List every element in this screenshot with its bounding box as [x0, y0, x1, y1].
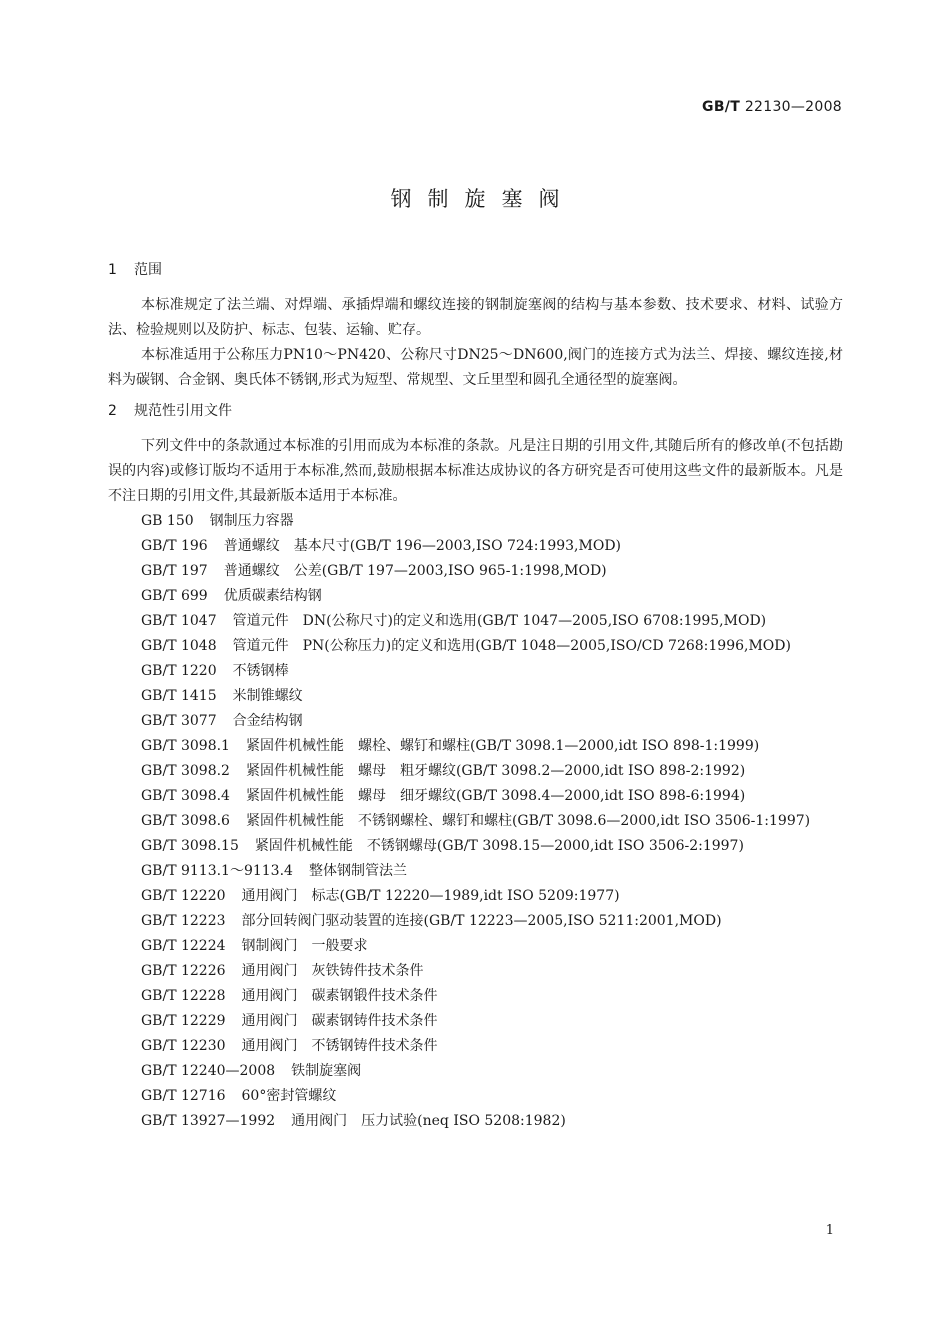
reference-code: GB/T 9113.1～9113.4: [141, 863, 293, 879]
reference-code: GB/T 12240—2008: [141, 1063, 276, 1079]
reference-item: [108, 659, 843, 684]
reference-item: [108, 584, 843, 609]
page-number: 1: [825, 1223, 834, 1238]
reference-title: 管道元件 DN(公称尺寸)的定义和选用(GB/T 1047—2005,ISO 6708:1995,MOD): [232, 613, 767, 629]
reference-code: GB/T 12230: [141, 1038, 226, 1054]
reference-title: 通用阀门 标志(GB/T 12220—1989,idt ISO 5209:1977): [241, 888, 620, 904]
reference-title: 紧固件机械性能 不锈钢螺栓、螺钉和螺柱(GB/T 3098.6—2000,idt ISO 3506-1:1997): [245, 813, 811, 829]
standard-number: [702, 99, 842, 115]
reference-title: 不锈钢棒: [232, 663, 289, 679]
reference-code: GB/T 3098.15: [141, 838, 239, 854]
reference-item: [108, 1109, 843, 1134]
section-title: 范围: [134, 262, 162, 278]
reference-code: GB/T 1220: [141, 663, 217, 679]
section-heading-scope: [108, 258, 843, 283]
reference-title: 紧固件机械性能 不锈钢螺母(GB/T 3098.15—2000,idt ISO 3506-2:1997): [254, 838, 744, 854]
reference-item: [108, 884, 843, 909]
reference-item: [108, 934, 843, 959]
reference-item: [108, 534, 843, 559]
reference-item: [108, 834, 843, 859]
reference-code: GB/T 12228: [141, 988, 226, 1004]
reference-item: [108, 959, 843, 984]
reference-item: [108, 734, 843, 759]
reference-code: GB/T 1415: [141, 688, 217, 704]
reference-item: [108, 634, 843, 659]
reference-title: 普通螺纹 公差(GB/T 197—2003,ISO 965-1:1998,MOD): [223, 563, 607, 579]
reference-title: 合金结构钢: [232, 713, 303, 729]
reference-item: [108, 684, 843, 709]
reference-title: 铁制旋塞阀: [291, 1063, 362, 1079]
reference-item: [108, 759, 843, 784]
reference-title: 优质碳素结构钢: [223, 588, 322, 604]
reference-title: 钢制压力容器: [209, 513, 294, 529]
reference-title: 管道元件 PN(公称压力)的定义和选用(GB/T 1048—2005,ISO/CD 7268:1996,MOD): [232, 638, 791, 654]
reference-title: 部分回转阀门驱动装置的连接(GB/T 12223—2005,ISO 5211:2001,MOD): [241, 913, 722, 929]
reference-code: GB/T 3098.6: [141, 813, 230, 829]
standard-prefix: GB/T: [702, 99, 741, 115]
reference-title: 60°密封管螺纹: [241, 1088, 337, 1104]
reference-item: [108, 909, 843, 934]
document-title: 钢制旋塞阀: [390, 187, 576, 211]
reference-code: GB/T 12716: [141, 1088, 226, 1104]
reference-item: [108, 609, 843, 634]
reference-title: 紧固件机械性能 螺母 粗牙螺纹(GB/T 3098.2—2000,idt ISO 898-2:1992): [245, 763, 746, 779]
reference-item: [108, 509, 843, 534]
reference-code: GB 150: [141, 513, 194, 529]
references-intro: 下列文件中的条款通过本标准的引用而成为本标准的条款。凡是注日期的引用文件,其随后所有的修改单(不包括勘误的内容)或修订版均不适用于本标准,然而,鼓励根据本标准达成协议的各方研究是否可使用这些文件的最新版本。凡是不注日期的引用文件,其最新版本适用于本标准。: [108, 438, 843, 504]
reference-item: [108, 1084, 843, 1109]
reference-item: [108, 809, 843, 834]
reference-title: 普通螺纹 基本尺寸(GB/T 196—2003,ISO 724:1993,MOD): [223, 538, 622, 554]
scope-paragraph: 本标准规定了法兰端、对焊端、承插焊端和螺纹连接的钢制旋塞阀的结构与基本参数、技术要求、材料、试验方法、检验规则以及防护、标志、包装、运输、贮存。: [108, 297, 843, 338]
reference-item: [108, 559, 843, 584]
reference-code: GB/T 196: [141, 538, 208, 554]
scope-paragraph: 本标准适用于公称压力PN10～PN420、公称尺寸DN25～DN600,阀门的连接方式为法兰、焊接、螺纹连接,材料为碳钢、合金钢、奥氏体不锈钢,形式为短型、常规型、文丘里型和圆孔全通径型的旋塞阀。: [108, 347, 843, 388]
reference-code: GB/T 3098.1: [141, 738, 230, 754]
reference-title: 紧固件机械性能 螺栓、螺钉和螺柱(GB/T 3098.1—2000,idt ISO 898-1:1999): [245, 738, 760, 754]
reference-code: GB/T 12224: [141, 938, 226, 954]
reference-item: [108, 1009, 843, 1034]
reference-code: GB/T 12223: [141, 913, 226, 929]
standard-code: 22130—2008: [744, 99, 842, 115]
section-number: 1: [108, 262, 117, 278]
reference-title: 米制锥螺纹: [232, 688, 303, 704]
reference-title: 整体钢制管法兰: [308, 863, 407, 879]
reference-title: 通用阀门 灰铁铸件技术条件: [241, 963, 424, 979]
reference-code: GB/T 12229: [141, 1013, 226, 1029]
reference-title: 紧固件机械性能 螺母 细牙螺纹(GB/T 3098.4—2000,idt ISO 898-6:1994): [245, 788, 746, 804]
reference-code: GB/T 197: [141, 563, 208, 579]
reference-item: [108, 1034, 843, 1059]
reference-code: GB/T 1048: [141, 638, 217, 654]
reference-code: GB/T 3098.2: [141, 763, 230, 779]
reference-title: 钢制阀门 一般要求: [241, 938, 368, 954]
reference-code: GB/T 3077: [141, 713, 217, 729]
reference-item: [108, 1059, 843, 1084]
reference-item: [108, 859, 843, 884]
reference-code: GB/T 3098.4: [141, 788, 230, 804]
reference-code: GB/T 12226: [141, 963, 226, 979]
reference-code: GB/T 699: [141, 588, 208, 604]
reference-item: [108, 984, 843, 1009]
reference-title: 通用阀门 碳素钢锻件技术条件: [241, 988, 438, 1004]
reference-title: 通用阀门 碳素钢铸件技术条件: [241, 1013, 438, 1029]
reference-item: [108, 784, 843, 809]
reference-title: 通用阀门 不锈钢铸件技术条件: [241, 1038, 438, 1054]
section-heading-references: [108, 399, 843, 424]
reference-code: GB/T 12220: [141, 888, 226, 904]
document-body: [108, 258, 843, 1134]
reference-list: [108, 509, 843, 1134]
reference-code: GB/T 1047: [141, 613, 217, 629]
section-title: 规范性引用文件: [134, 403, 232, 419]
reference-code: GB/T 13927—1992: [141, 1113, 276, 1129]
reference-title: 通用阀门 压力试验(neq ISO 5208:1982): [291, 1113, 566, 1129]
section-number: 2: [108, 403, 117, 419]
reference-item: [108, 709, 843, 734]
